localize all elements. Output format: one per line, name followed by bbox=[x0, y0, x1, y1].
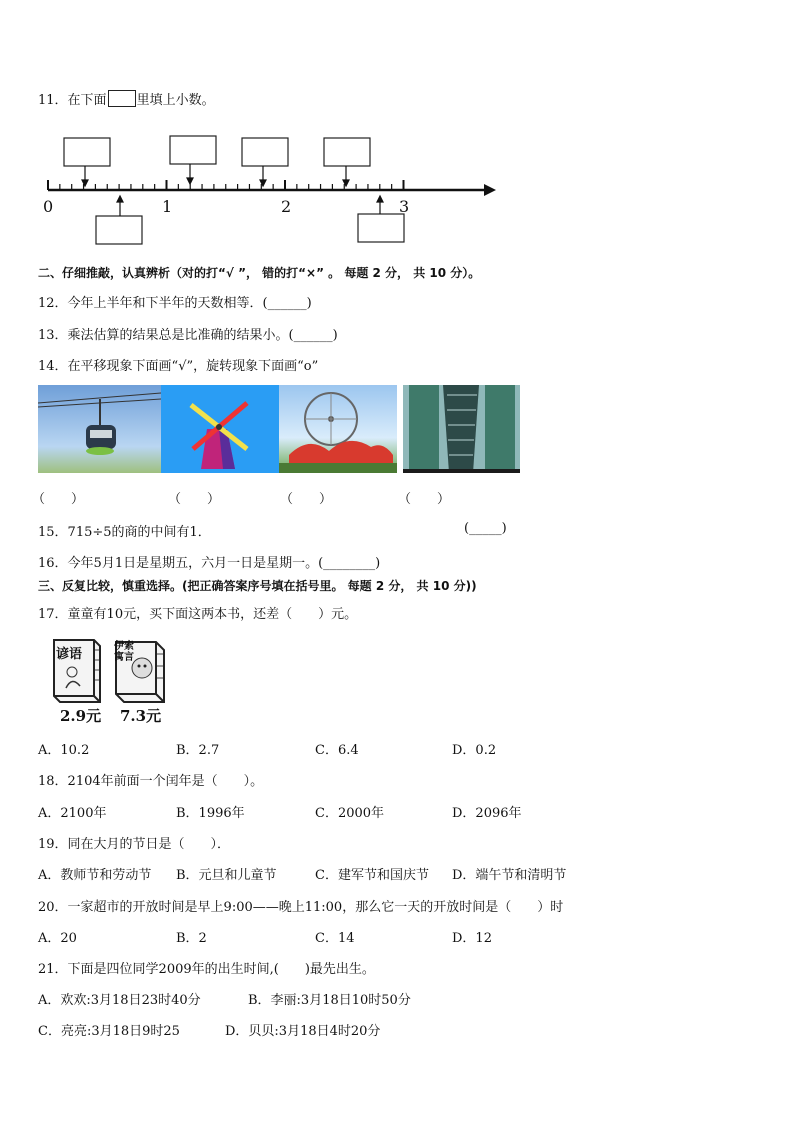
escalator-image bbox=[403, 385, 520, 473]
paren-1[interactable]: （ ） bbox=[32, 492, 85, 507]
paren-3[interactable]: （ ） bbox=[280, 492, 333, 507]
q17-option-a[interactable]: A．10.2 bbox=[38, 743, 90, 758]
answer-box-3[interactable] bbox=[242, 138, 288, 166]
q17: 17．童童有10元，买下面这两本书，还差（ ）元。 bbox=[38, 607, 358, 622]
paren-2[interactable]: （ ） bbox=[168, 492, 221, 507]
q19: 19．同在大月的节日是（ ）． bbox=[38, 837, 231, 852]
q18-option-a[interactable]: A．2100年 bbox=[38, 806, 107, 821]
q18-option-c[interactable]: C．2000年 bbox=[315, 806, 385, 821]
tick-label-3: 3 bbox=[399, 197, 410, 216]
section2-title: 二、仔细推敲，认真辨析（对的打“√ ”， 错的打“×” 。 每题 2 分， 共 10 分）。 bbox=[38, 266, 481, 280]
q11-prefix: 11． bbox=[38, 93, 68, 108]
q20: 20．一家超市的开放时间是早上9:00——晚上11:00，那么它一天的开放时间是（ ）时 bbox=[38, 900, 564, 915]
q12: 12．今年上半年和下半年的天数相等．(______) bbox=[38, 296, 312, 311]
q21-option-b[interactable]: B．李丽:3月18日10时50分 bbox=[248, 993, 411, 1008]
book-aesop-title: 伊索寓言 bbox=[114, 641, 134, 663]
q14: 14．在平移现象下面画“√”，旋转现象下面画“o” bbox=[38, 359, 319, 374]
q17-option-d[interactable]: D．0.2 bbox=[452, 743, 497, 758]
q17-option-b[interactable]: B．2.7 bbox=[176, 743, 220, 758]
section3-title: 三、反复比较，慎重选择。(把正确答案序号填在括号里。 每题 2 分， 共 10 分)) bbox=[38, 579, 477, 593]
q18-option-d[interactable]: D．2096年 bbox=[452, 806, 522, 821]
tick-label-2: 2 bbox=[281, 197, 292, 216]
q18: 18．2104年前面一个闰年是（ ）。 bbox=[38, 774, 264, 789]
ferris-wheel-image bbox=[279, 385, 397, 473]
q21-option-d[interactable]: D．贝贝:3月18日4时20分 bbox=[225, 1024, 381, 1039]
q19-option-b[interactable]: B．元旦和儿童节 bbox=[176, 868, 277, 883]
tick-label-0: 0 bbox=[43, 197, 54, 216]
answer-box-5[interactable] bbox=[96, 216, 142, 244]
q11-before: 在下面 bbox=[67, 93, 107, 108]
answer-box-4[interactable] bbox=[324, 138, 370, 166]
q15: 15．715÷5的商的中间有1． bbox=[38, 525, 211, 540]
number-line bbox=[40, 130, 510, 250]
answer-box-1[interactable] bbox=[64, 138, 110, 166]
q21-option-c[interactable]: C．亮亮:3月18日9时25 bbox=[38, 1024, 180, 1039]
q19-option-c[interactable]: C．建军节和国庆节 bbox=[315, 868, 429, 883]
q20-option-a[interactable]: A．20 bbox=[38, 931, 77, 946]
cable-car-image bbox=[38, 385, 161, 473]
answer-box-6[interactable] bbox=[358, 214, 404, 242]
q21: 21．下面是四位同学2009年的出生时间,( )最先出生。 bbox=[38, 962, 375, 977]
q17-option-c[interactable]: C．6.4 bbox=[315, 743, 359, 758]
q18-option-b[interactable]: B．1996年 bbox=[176, 806, 245, 821]
paren-4[interactable]: （ ） bbox=[398, 492, 451, 507]
q11-after: 里填上小数。 bbox=[136, 93, 215, 108]
q21-option-a[interactable]: A．欢欢:3月18日23时40分 bbox=[38, 993, 201, 1008]
q11-text bbox=[38, 89, 215, 108]
q19-option-d[interactable]: D．端午节和清明节 bbox=[452, 868, 567, 883]
blank-box-sample bbox=[108, 90, 136, 107]
book-proverbs-price: 2.9元 bbox=[60, 707, 102, 725]
q20-option-d[interactable]: D．12 bbox=[452, 931, 492, 946]
q15-blank[interactable]: (_____) bbox=[464, 521, 507, 536]
q20-option-c[interactable]: C．14 bbox=[315, 931, 355, 946]
answer-box-2[interactable] bbox=[170, 136, 216, 164]
q13: 13．乘法估算的结果总是比准确的结果小。(______) bbox=[38, 328, 338, 343]
q16: 16．今年5月1日是星期五，六月一日是星期一。(________) bbox=[38, 556, 381, 571]
q20-option-b[interactable]: B．2 bbox=[176, 931, 207, 946]
q19-option-a[interactable]: A．教师节和劳动节 bbox=[38, 868, 152, 883]
tick-label-1: 1 bbox=[162, 197, 173, 216]
windmill-image bbox=[161, 385, 279, 473]
book-aesop-price: 7.3元 bbox=[120, 707, 162, 725]
book-proverbs-title: 谚语 bbox=[56, 647, 83, 662]
